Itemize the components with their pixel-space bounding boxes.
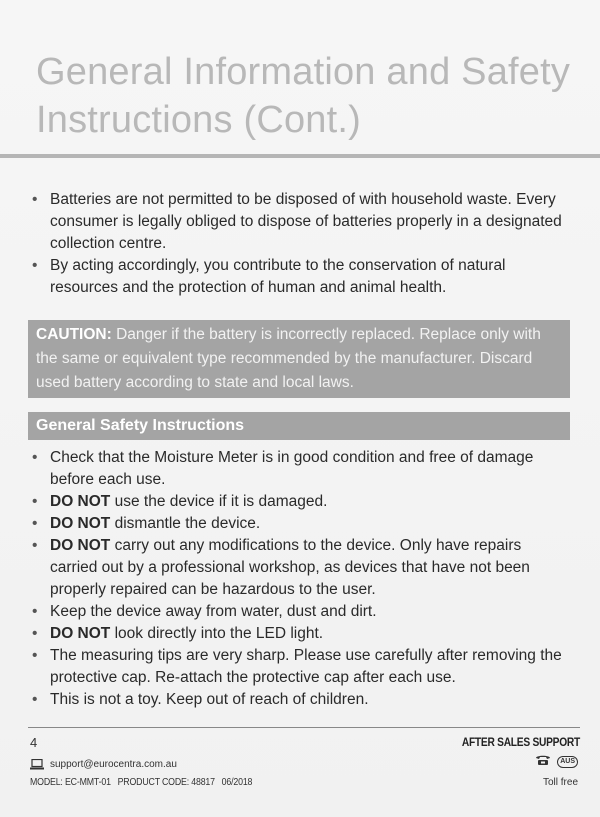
aus-badge: AUS [557, 756, 578, 768]
warning-emphasis: DO NOT [50, 625, 115, 642]
list-item [30, 189, 570, 255]
toll-free-label: Toll free [542, 777, 578, 788]
page-title-line1: General Information and Safety [36, 51, 571, 93]
list-item [30, 623, 570, 645]
bullet-icon: • [32, 603, 38, 620]
list-item-text: look directly into the LED light. [114, 625, 324, 642]
list-item [30, 513, 570, 535]
laptop-icon [30, 759, 44, 770]
bullet-icon: • [32, 191, 38, 208]
support-email-row [30, 756, 177, 772]
bullet-icon: • [32, 515, 38, 532]
list-item [30, 645, 570, 689]
bullet-icon: • [32, 537, 38, 554]
list-item-text: dismantle the device. [114, 515, 261, 532]
page-number: 4 [30, 735, 38, 750]
warning-emphasis: DO NOT [50, 537, 115, 554]
phone-row [535, 754, 578, 770]
product-code: PRODUCT CODE: 48817 [117, 777, 215, 788]
list-item-text: Check that the Moisture Meter is in good condition and free of damage before each use. [50, 449, 534, 488]
list-item [30, 255, 570, 299]
battery-bullet-list [30, 189, 570, 299]
list-item-text: By acting accordingly, you contribute to the conservation of natural resources and the protection of human and animal health. [50, 257, 506, 296]
support-email[interactable]: support@eurocentra.com.au [50, 758, 177, 770]
title-divider [0, 154, 600, 158]
bullet-icon: • [32, 257, 38, 274]
warning-emphasis: DO NOT [50, 515, 115, 532]
bullet-icon: • [32, 647, 38, 664]
publication-date: 06/2018 [221, 777, 253, 788]
list-item [30, 491, 570, 513]
bullet-icon: • [32, 691, 38, 708]
caution-label: CAUTION: [36, 326, 112, 343]
list-item-text: carry out any modifications to the device. Only have repairs carried out by a professional workshop, as devices that have not been properly repaired can be hazardous to the user. [50, 537, 530, 598]
list-item-text: Keep the device away from water, dust and dirt. [50, 603, 377, 620]
after-sales-heading: AFTER SALES SUPPORT [461, 735, 580, 749]
section-heading-general-safety: General Safety Instructions [28, 412, 570, 440]
caution-box [28, 320, 570, 398]
bullet-icon: • [32, 449, 38, 466]
list-item-text: The measuring tips are very sharp. Please use carefully after removing the protective cap. Re-attach the protective cap after each use. [50, 647, 562, 686]
caution-text: Danger if the battery is incorrectly replaced. Replace only with the same or equivalent type recommended by the manufacturer. Discard used battery according to state and local laws. [36, 326, 541, 391]
list-item-text: Batteries are not permitted to be disposed of with household waste. Every consumer is legally obliged to dispose of batteries properly in a designated collection centre. [50, 191, 562, 252]
page-title-line2: Instructions (Cont.) [36, 99, 361, 141]
bullet-icon: • [32, 493, 38, 510]
list-item-text: This is not a toy. Keep out of reach of children. [50, 691, 369, 708]
list-item [30, 689, 570, 711]
page-title [36, 48, 596, 144]
general-safety-list [30, 447, 570, 711]
phone-icon [535, 753, 551, 771]
list-item [30, 601, 570, 623]
list-item [30, 535, 570, 601]
model-info [30, 777, 252, 788]
footer-divider [28, 727, 580, 728]
warning-emphasis: DO NOT [50, 493, 115, 510]
list-item-text: use the device if it is damaged. [114, 493, 328, 510]
model-number: MODEL: EC-MMT-01 [30, 777, 111, 788]
list-item [30, 447, 570, 491]
bullet-icon: • [32, 625, 38, 642]
